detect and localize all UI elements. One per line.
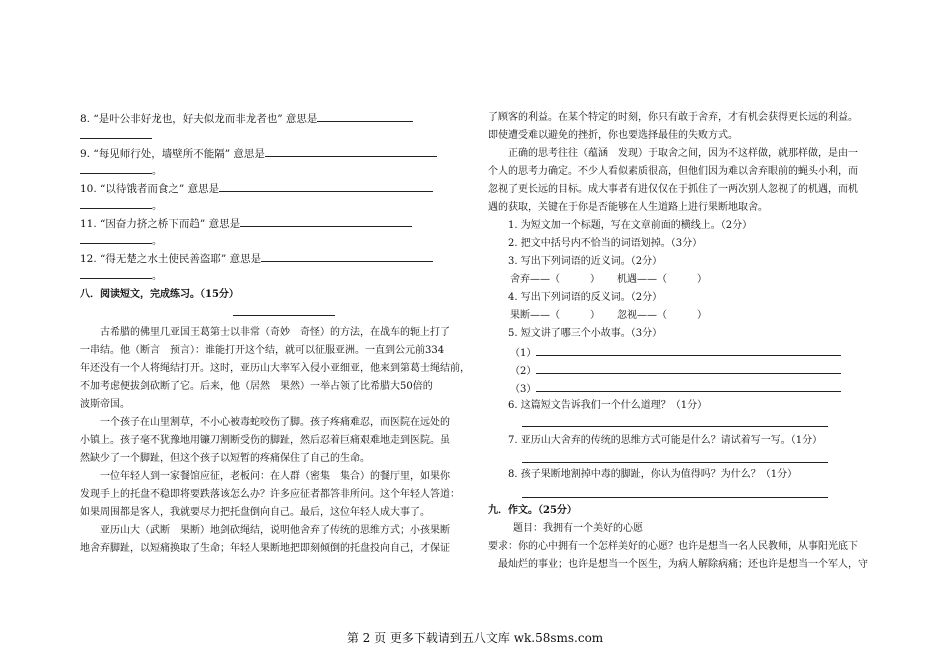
passage-line: 小镇上。孩子毫不犹豫地用镰刀割断受伤的脚趾，然后忍着巨痛艰难地走到医院。虽 [80, 435, 450, 446]
item-label: （1） [510, 348, 537, 359]
passage-line: 一个孩子在山里割草，不小心被毒蛇咬伤了脚。孩子疼痛难忍，而医院在远处的 [100, 417, 450, 428]
answer-line[interactable] [522, 426, 828, 427]
question-12 [80, 251, 433, 266]
item-label: （2） [510, 366, 537, 377]
question-12-continuation [80, 268, 162, 284]
answer-line[interactable] [522, 497, 828, 498]
answer-line[interactable] [536, 345, 841, 356]
answer-line[interactable] [80, 233, 152, 244]
period: 。 [152, 166, 162, 177]
passage-line: 一位年轻人到一家餐馆应征，老板问：在人群（密集 集合）的餐厅里，如果你 [100, 471, 450, 482]
passage-line: 个人的思考力确定。不少人看似素质很高，但他们因为难以舍弃眼前的蝇头小利，而 [488, 166, 858, 177]
synonym-item[interactable]: 机遇——（ ） [617, 274, 707, 285]
answer-line[interactable] [219, 181, 433, 192]
passage-line: 古希腊的佛里几亚国王葛第士以非常（奇妙 奇怪）的方法，在战车的轭上打了 [100, 327, 450, 338]
passage-line: 遇的获取，关键在于你是否能够在人生道路上进行果断地取舍。 [488, 202, 768, 213]
synonym-item[interactable]: 舍弃——（ ） [510, 274, 600, 285]
exercise-4: 4. 写出下列词语的反义词。（2分） [508, 292, 663, 303]
question-8-text: 8. “是叶公非好龙也，好夫似龙而非龙者也” 意思是 [80, 113, 318, 125]
passage-line: 如果周围都是客人，我就要尽力把托盘倒向自己。最后，这位年轻人成大事了。 [80, 507, 430, 518]
composition-requirement: 要求：你的心中拥有一个怎样美好的心愿？也许是想当一名人民教师，从事阳光底下 [488, 541, 858, 552]
composition-requirement: 最灿烂的事业；也许是想当一个医生，为病人解除病痛；还也许是想当一个军人，守 [498, 559, 868, 570]
item-label: （3） [510, 384, 537, 395]
exercise-6: 6. 这篇短文告诉我们一个什么道理？（1分） [508, 400, 708, 411]
story-answer-3 [510, 381, 841, 397]
answer-line[interactable] [522, 462, 828, 463]
question-8-continuation [80, 128, 152, 144]
title-answer-line[interactable] [233, 315, 335, 316]
answer-line[interactable] [317, 111, 413, 122]
answer-line[interactable] [536, 363, 841, 374]
answer-line[interactable] [536, 381, 841, 392]
answer-line[interactable] [240, 216, 412, 227]
exercise-5: 5. 短文讲了哪三个小故事。（3分） [508, 328, 663, 339]
exercise-1: 1. 为短文加一个标题，写在文章前面的横线上。（2分） [508, 220, 753, 231]
passage-line: 忽视了更长远的目标。成大事者有进仅仅在于抓住了一两次别人忽视了的机遇，而机 [488, 184, 858, 195]
question-10-continuation [80, 198, 162, 214]
passage-line: 地舍弃脚趾，以短痛换取了生命；年轻人果断地把即刻倾倒的托盘投向自己，才保证 [80, 543, 450, 554]
story-answer-2 [510, 363, 841, 379]
question-9-text: 9. “每见师行处，墙壁所不能隔” 意思是 [80, 148, 265, 160]
question-11 [80, 216, 412, 231]
answer-line[interactable] [261, 251, 433, 262]
question-10 [80, 181, 433, 196]
antonym-item[interactable]: 果断——（ ） [510, 310, 600, 321]
question-10-text: 10. “以待饿者而食之” 意思是 [80, 183, 220, 195]
period: 。 [152, 236, 162, 247]
answer-line[interactable] [80, 198, 152, 209]
exercise-2: 2. 把文中括号内不恰当的词语划掉。（3分） [508, 238, 703, 249]
passage-line: 不加考虑便拔剑砍断了它。后来，他（居然 果然）一举占领了比希腊大50倍的 [80, 381, 433, 392]
story-answer-1 [510, 345, 841, 361]
exercise-8: 8. 孩子果断地割掉中毒的脚趾，你认为值得吗？为什么？（1分） [508, 469, 798, 480]
question-12-text: 12. “得无楚之水土使民善盗耶” 意思是 [80, 253, 262, 265]
passage-line: 即使遭受难以避免的挫折，你也要选择最佳的失败方式。 [488, 130, 738, 141]
answer-line[interactable] [80, 163, 152, 174]
passage-line: 然缺少了一个脚趾，但这个孩子以短暂的疼痛保住了自己的生命。 [80, 453, 370, 464]
period: 。 [152, 201, 162, 212]
page-footer: 第 2 页 更多下载请到五八文库 wk.58sms.com [346, 631, 604, 645]
passage-line: 了顾客的利益。在某个特定的时刻，你只有敢于舍弃，才有机会获得更长远的利益。 [488, 112, 858, 123]
answer-line[interactable] [265, 146, 437, 157]
exercise-7: 7. 亚历山大舍弃的传统的思维方式可能是什么？请试着写一写。（1分） [508, 435, 823, 446]
antonym-item[interactable]: 忽视——（ ） [617, 310, 707, 321]
section-9-heading: 九．作文。（25分） [488, 505, 577, 516]
question-9-continuation [80, 163, 162, 179]
passage-line: 波斯帝国。 [80, 399, 130, 410]
passage-line: 一串结。他（断言 预言）：谁能打开这个结，就可以征服亚洲。一直到公元前334 [80, 345, 445, 356]
question-11-text: 11. “因奋力挤之桥下而趋” 意思是 [80, 218, 241, 230]
passage-line: 发现手上的托盘不稳即将要跌落该怎么办？许多应征者都答非所问。这个年轻人答道： [80, 489, 460, 500]
passage-line: 年还没有一个人将绳结打开。这时，亚历山大率军入侵小亚细亚，他来到第葛士绳结前， [80, 363, 470, 374]
question-11-continuation [80, 233, 162, 249]
period: 。 [152, 271, 162, 282]
passage-line: 亚历山大（武断 果断）地剑砍绳结，说明他舍弃了传统的思维方式；小孩果断 [100, 525, 450, 536]
question-9 [80, 146, 437, 161]
question-8 [80, 111, 413, 126]
passage-line: 正确的思考往往（蕴涵 发现）于取舍之间，因为不这样做，就那样做，是由一 [508, 148, 858, 159]
exercise-3: 3. 写出下列词语的近义词。（2分） [508, 256, 663, 267]
composition-topic: 题目：我拥有一个美好的心愿 [513, 523, 643, 534]
answer-line[interactable] [80, 268, 152, 279]
section-8-heading: 八．阅读短文，完成练习。（15分） [80, 289, 239, 300]
answer-line[interactable] [80, 128, 152, 139]
